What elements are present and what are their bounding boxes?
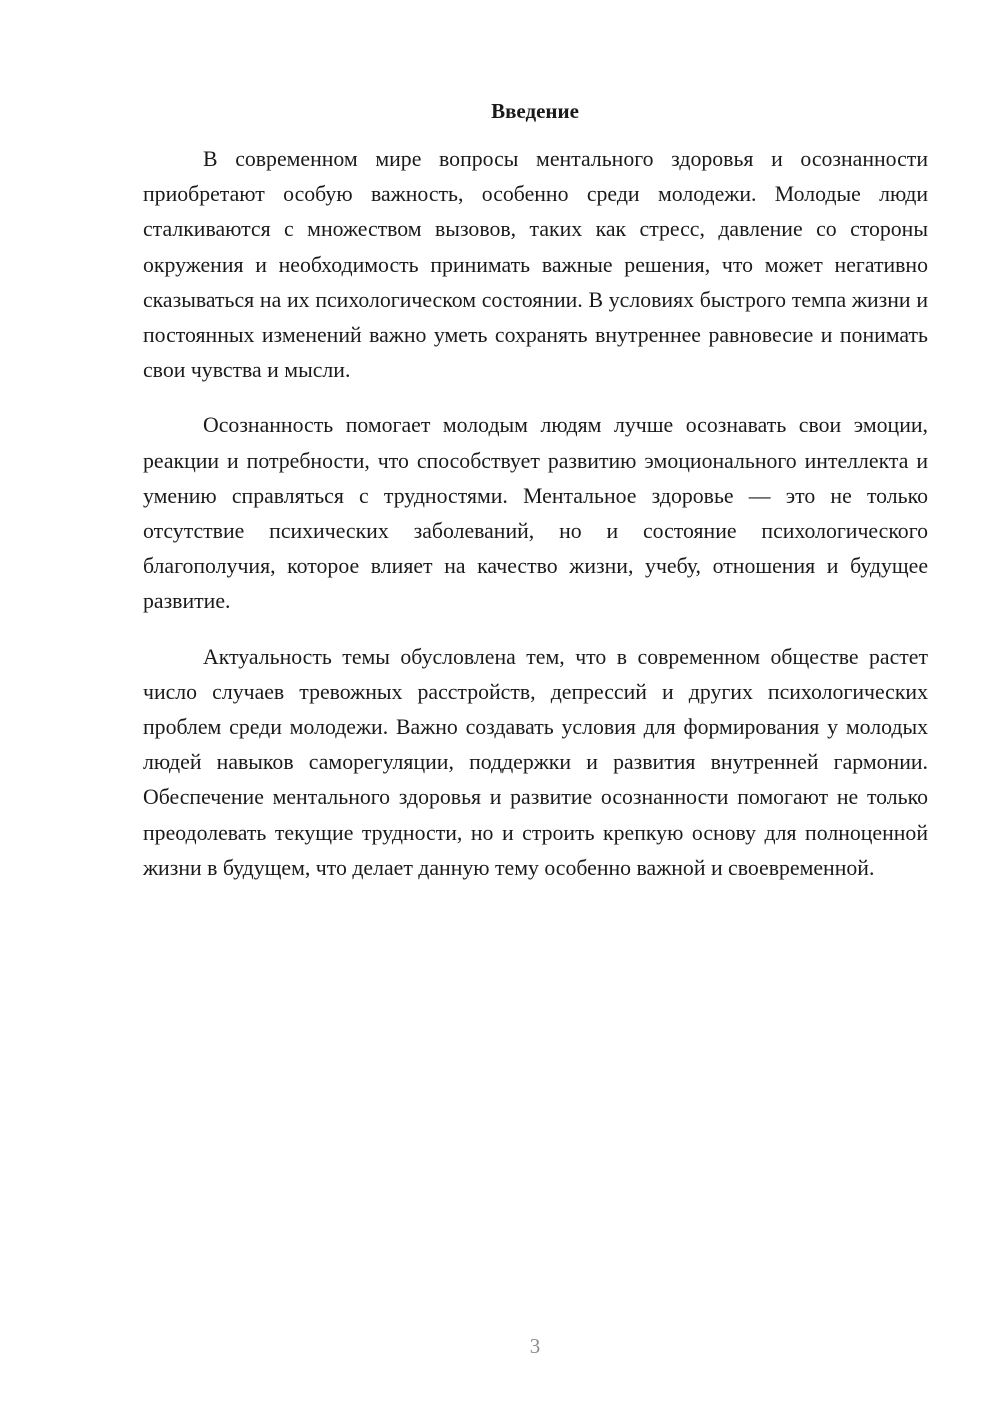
paragraph-1: В современном мире вопросы ментального здоровья и осознанности приобретают особую важность, особенно среди молодежи. Молодые люди сталкиваются с множеством вызовов, таких как стресс, давление со стороны окружения и необходимость принимать важные решения, что может негативно сказываться на их психологическом состоянии. В условиях быстрого темпа жизни и постоянных изменений важно уметь сохранять внутреннее равновесие и понимать свои чувства и мысли. xyxy=(143,147,928,383)
body-text xyxy=(143,142,928,906)
page-number: 3 xyxy=(529,1334,541,1358)
paragraph-3: Актуальность темы обусловлена тем, что в современном обществе растет число случаев тревожных расстройств, депрессий и других психологических проблем среди молодежи. Важно создавать условия для формирования у молодых людей навыков саморегуляции, поддержки и развития внутренней гармонии. Обеспечение ментального здоровья и развитие осознанности помогают не только преодолевать текущие трудности, но и строить крепкую основу для полноценной жизни в будущем, что делает данную тему особенно важной и своевременной. xyxy=(143,644,928,880)
section-title: Введение xyxy=(491,99,579,123)
paragraph-2: Осознанность помогает молодым людям лучше осознавать свои эмоции, реакции и потребности, что способствует развитию эмоционального интеллекта и умению справляться с трудностями. Ментальное здоровье — это не только отсутствие психических заболеваний, но и состояние психологического благополучия, которое влияет на качество жизни, учебу, отношения и будущее развитие. xyxy=(143,413,928,614)
